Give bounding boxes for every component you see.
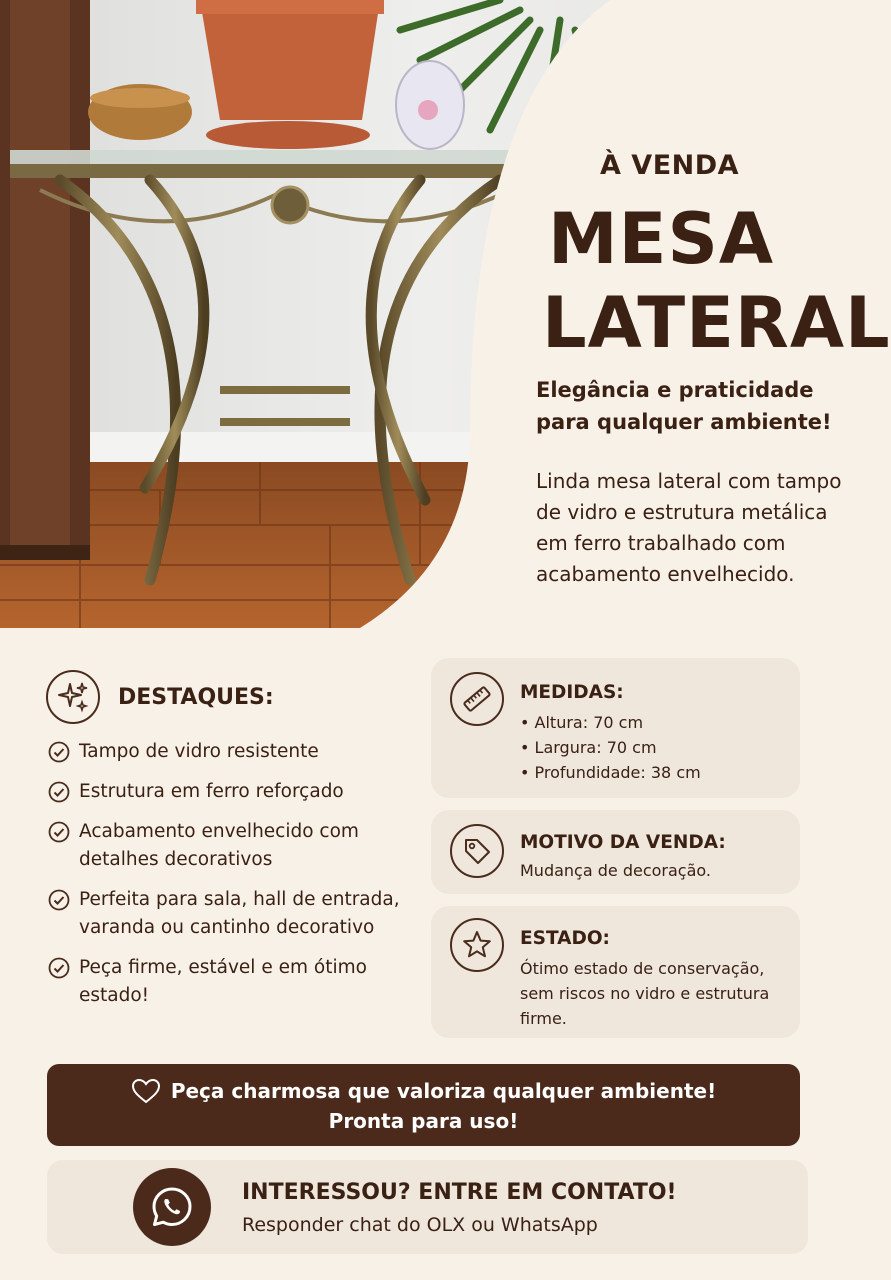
- ruler-icon: [450, 672, 504, 726]
- condition-text: Ótimo estado de conservação, sem riscos no vidro e estrutura firme.: [520, 959, 770, 1028]
- reason-title: MOTIVO DA VENDA:: [520, 832, 726, 853]
- heart-icon: [131, 1078, 161, 1104]
- measures-card: [431, 658, 800, 798]
- highlight-text: Estrutura em ferro reforçado: [79, 781, 344, 802]
- check-circle-icon: [48, 821, 70, 843]
- contact-title: INTERESSOU? ENTRE EM CONTATO!: [242, 1180, 677, 1205]
- highlight-text: Acabamento envelhecido com detalhes decorativos: [79, 821, 359, 870]
- reason-card: [431, 810, 800, 894]
- list-item: [48, 954, 418, 1010]
- star-icon: [450, 918, 504, 972]
- banner-line1: Peça charmosa que valoriza qualquer ambiente!: [170, 1079, 717, 1103]
- tag-icon: [450, 824, 504, 878]
- contact-box[interactable]: [47, 1160, 808, 1254]
- highlight-text: Tampo de vidro resistente: [79, 741, 319, 762]
- check-circle-icon: [48, 957, 70, 979]
- for-sale-label: À VENDA: [600, 150, 740, 181]
- check-circle-icon: [48, 889, 70, 911]
- highlight-text: Peça firme, estável e em ótimo estado!: [79, 957, 367, 1006]
- highlights-header: [46, 670, 274, 724]
- measure-height: • Altura: 70 cm: [520, 710, 701, 735]
- check-circle-icon: [48, 781, 70, 803]
- description: Linda mesa lateral com tampo de vidro e estrutura metálica em ferro trabalhado com acabamento envelhecido.: [536, 469, 842, 586]
- condition-card: [431, 906, 800, 1038]
- check-circle-icon: [48, 741, 70, 763]
- list-item: [48, 886, 418, 942]
- highlights-title: DESTAQUES:: [118, 684, 274, 710]
- highlights-list: [48, 738, 418, 1022]
- measure-depth: • Profundidade: 38 cm: [520, 760, 701, 785]
- condition-title: ESTADO:: [520, 928, 610, 949]
- highlight-text: Perfeita para sala, hall de entrada, varanda ou cantinho decorativo: [79, 889, 400, 938]
- subtitle: Elegância e praticidade para qualquer ambiente!: [536, 378, 832, 434]
- charm-banner: [47, 1064, 800, 1146]
- title-line2: LATERAL: [542, 282, 891, 364]
- title-line1: MESA: [548, 198, 775, 280]
- banner-line2: Pronta para uso!: [328, 1109, 519, 1133]
- measures-title: MEDIDAS:: [520, 682, 624, 703]
- list-item: [48, 738, 418, 766]
- measures-list: [520, 710, 701, 785]
- banner-line1-row: [47, 1078, 800, 1104]
- list-item: [48, 818, 418, 874]
- measure-width: • Largura: 70 cm: [520, 735, 701, 760]
- sparkles-icon: [46, 670, 100, 724]
- reason-text: Mudança de decoração.: [520, 861, 711, 880]
- list-item: [48, 778, 418, 806]
- whatsapp-icon[interactable]: [133, 1168, 211, 1246]
- contact-subtitle: Responder chat do OLX ou WhatsApp: [242, 1214, 598, 1236]
